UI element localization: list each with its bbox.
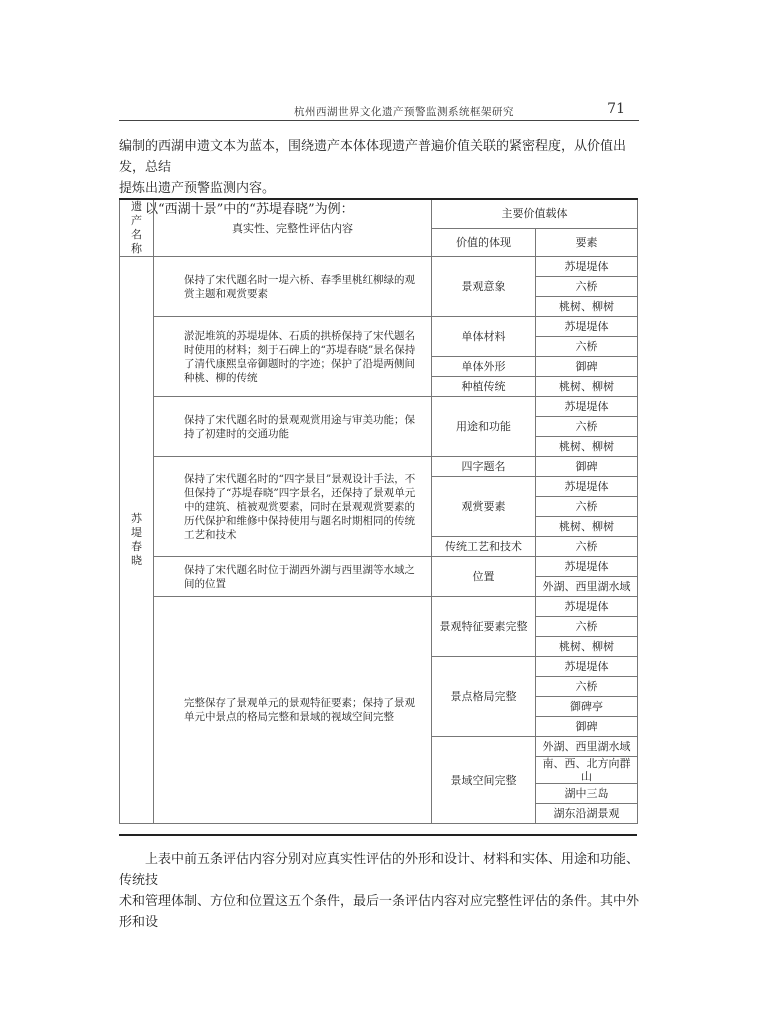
header-element: 要素	[536, 228, 638, 256]
value-element: 御碑	[536, 357, 638, 377]
value-embodiment: 观赏要素	[432, 477, 536, 537]
value-element: 六桥	[536, 497, 638, 517]
value-element: 御碑	[536, 717, 638, 737]
header-heritage-name: 遗产名称	[120, 199, 154, 257]
value-embodiment: 用途和功能	[432, 397, 536, 457]
value-embodiment: 四字题名	[432, 457, 536, 477]
table-row	[120, 317, 638, 337]
value-embodiment: 景点格局完整	[432, 657, 536, 737]
value-element: 桃树、柳树	[536, 517, 638, 537]
value-element: 御碑亭	[536, 697, 638, 717]
value-embodiment: 景域空间完整	[432, 737, 536, 824]
value-element: 桃树、柳树	[536, 437, 638, 457]
header-content: 真实性、完整性评估内容	[154, 199, 432, 257]
table-bottom-rule	[119, 834, 637, 836]
value-element: 桃树、柳树	[536, 297, 638, 317]
running-header	[119, 101, 639, 121]
value-element: 苏堤堤体	[536, 597, 638, 617]
header-title: 杭州西湖世界文化遗产预警监测系统框架研究	[294, 106, 514, 118]
value-element: 六桥	[536, 417, 638, 437]
value-element: 御碑	[536, 457, 638, 477]
page-number: 71	[607, 101, 625, 117]
outro-paragraph	[119, 849, 643, 933]
assessment-table	[119, 198, 638, 824]
intro-line-2: 提炼出遗产预警监测内容。	[119, 181, 276, 196]
table-row	[120, 557, 638, 577]
value-element: 南、西、北方向群山	[536, 757, 638, 784]
value-embodiment: 单体外形	[432, 357, 536, 377]
value-element: 外湖、西里湖水域	[536, 737, 638, 757]
value-element: 六桥	[536, 677, 638, 697]
value-element: 苏堤堤体	[536, 257, 638, 277]
assessment-content: 保持了宋代题名时的景观观赏用途与审美功能；保持了初建时的交通功能	[154, 397, 432, 457]
assessment-content: 保持了宋代题名时位于湖西外湖与西里湖等水域之间的位置	[154, 557, 432, 597]
value-embodiment: 传统工艺和技术	[432, 537, 536, 557]
value-element: 桃树、柳树	[536, 377, 638, 397]
value-element: 苏堤堤体	[536, 317, 638, 337]
heritage-name: 苏堤春晓	[131, 512, 142, 567]
value-element: 苏堤堤体	[536, 657, 638, 677]
value-embodiment: 景观意象	[432, 257, 536, 317]
value-embodiment: 种植传统	[432, 377, 536, 397]
table-row	[120, 597, 638, 617]
assessment-content: 淤泥堆筑的苏堤堤体、石质的拱桥保持了宋代题名时使用的材料；刻于石碑上的“苏堤春晓”景名保持了清代康熙皇帝御题时的字迹；保护了沿堤两侧间种桃、柳的传统	[154, 317, 432, 397]
value-embodiment: 位置	[432, 557, 536, 597]
value-element: 苏堤堤体	[536, 477, 638, 497]
value-element: 六桥	[536, 537, 638, 557]
outro-line-2: 术和管理体制、方位和位置这五个条件，最后一条评估内容对应完整性评估的条件。其中外形和设	[119, 894, 640, 930]
value-element: 湖东沿湖景观	[536, 804, 638, 824]
header-row-1	[120, 199, 638, 228]
value-element: 苏堤堤体	[536, 397, 638, 417]
value-element: 湖中三岛	[536, 784, 638, 804]
table-row	[120, 397, 638, 417]
heritage-name-cell	[120, 257, 154, 824]
value-element: 六桥	[536, 337, 638, 357]
intro-line-1: 编制的西湖申遗文本为蓝本，围绕遗产本体体现遗产普遍价值关联的紧密程度，从价值出发，总结	[119, 139, 627, 175]
intro-line-3: 以“西湖十景”中的“苏堤春晓”为例：	[145, 202, 354, 217]
value-embodiment: 景观特征要素完整	[432, 597, 536, 657]
header-embodiment: 价值的体现	[432, 228, 536, 256]
assessment-content: 保持了宋代题名时的“四字景目”景观设计手法，不但保持了“苏堤春晓”四字景名，还保持了景观单元中的建筑、植被观赏要素，同时在景观观赏要素的历代保护和维修中保持使用与题名时期相同的传统工艺和技术	[154, 457, 432, 557]
table-row	[120, 257, 638, 277]
value-element: 外湖、西里湖水域	[536, 577, 638, 597]
value-element: 六桥	[536, 277, 638, 297]
outro-line-1: 上表中前五条评估内容分别对应真实性评估的外形和设计、材料和实体、用途和功能、传统技	[119, 852, 640, 888]
value-element: 六桥	[536, 617, 638, 637]
table-row	[120, 457, 638, 477]
assessment-content: 完整保存了景观单元的景观特征要素；保持了景观单元中景点的格局完整和景域的视域空间完整	[154, 597, 432, 824]
value-element: 苏堤堤体	[536, 557, 638, 577]
value-element: 桃树、柳树	[536, 637, 638, 657]
value-embodiment: 单体材料	[432, 317, 536, 357]
assessment-content: 保持了宋代题名时一堤六桥、春季里桃红柳绿的观赏主题和观赏要素	[154, 257, 432, 317]
header-carrier: 主要价值载体	[432, 199, 638, 228]
